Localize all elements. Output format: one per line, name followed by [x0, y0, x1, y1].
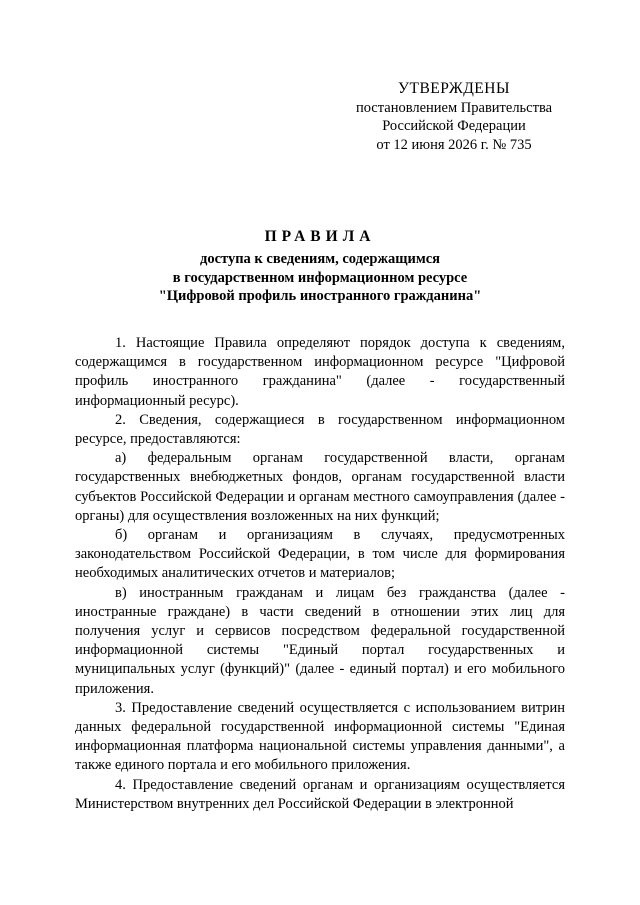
- approval-line-3: от 12 июня 2026 г. № 735: [376, 136, 532, 153]
- subtitle-line-3: "Цифровой профиль иностранного гражданина": [158, 288, 482, 304]
- subtitle-line-2: в государственном информационном ресурсе: [172, 269, 468, 286]
- document-subtitle: [0, 250, 640, 306]
- document-body: [75, 334, 565, 814]
- approval-line-2: Российской Федерации: [382, 118, 526, 134]
- paragraph-2b: б) органам и организациям в случаях, предусмотренных законодательством Российской Федерации, в том числе для формирования необходимых аналитических отчетов и материалов;: [75, 527, 565, 582]
- paragraph-2a: а) федеральным органам государственной власти, органам государственных внебюджетных фондов, органам государственной власти субъектов Российской Федерации и органам местного самоуправления (далее - органы) для осуществления возложенных на них функций;: [75, 450, 565, 524]
- paragraph-2c: в) иностранным гражданам и лицам без гражданства (далее - иностранные граждане) в части сведений в отношении этих лиц для получения услуг и сервисов посредством федеральной государственной информационной системы "Единый портал государственных и муниципальных услуг (функций)" (далее - единый портал) и его мобильного приложения.: [75, 584, 565, 697]
- document-title: ПРАВИЛА: [264, 228, 376, 245]
- paragraph-3: 3. Предоставление сведений осуществляется с использованием витрин данных федеральной государственной информационной системы "Единая информационная платформа национальной системы управления данными", а также единого портала и его мобильного приложения.: [75, 699, 565, 774]
- paragraph-2: 2. Сведения, содержащиеся в государственном информационном ресурсе, предоставляются:: [75, 411, 565, 448]
- paragraph-1: 1. Настоящие Правила определяют порядок доступа к сведениям, содержащимся в государственном информационном ресурсе "Цифровой профиль иностранного гражданина" (далее - государственный информационный ресурс).: [75, 335, 565, 409]
- paragraph-4: 4. Предоставление сведений органам и организациям осуществляется Министерством внутренних дел Российской Федерации в электронной: [75, 776, 565, 812]
- approval-line-1: постановлением Правительства: [355, 99, 553, 116]
- approval-block: [300, 80, 608, 154]
- approval-stamp: УТВЕРЖДЕНЫ: [398, 80, 510, 97]
- subtitle-line-1: доступа к сведениям, содержащимся: [200, 251, 440, 267]
